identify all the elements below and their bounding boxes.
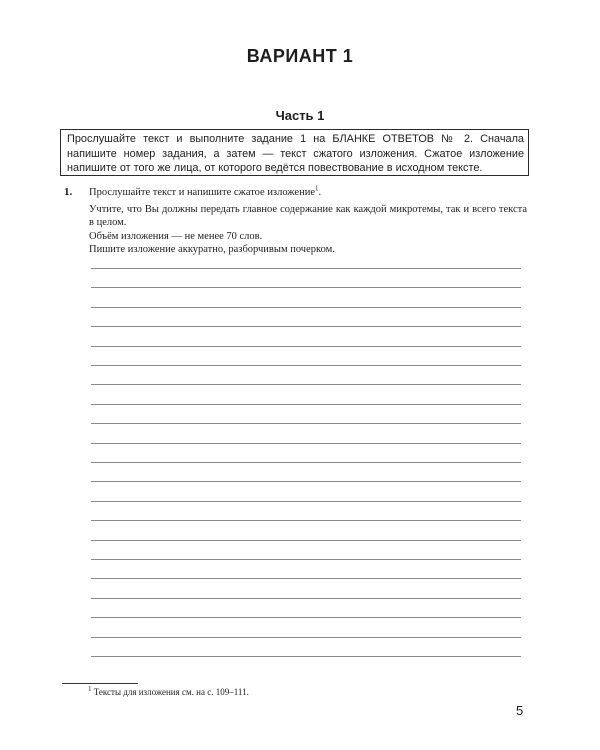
answer-line — [91, 365, 521, 366]
footnote-marker: 1 — [315, 184, 319, 193]
answer-line — [91, 268, 521, 269]
footnote-marker: 1 — [88, 685, 92, 693]
answer-line — [91, 462, 521, 463]
answer-line — [91, 481, 521, 482]
task-main-end: . — [318, 187, 322, 198]
page-number: 5 — [516, 703, 524, 718]
instruction-box — [60, 129, 529, 176]
answer-line — [91, 326, 521, 327]
footnote-divider — [62, 683, 138, 684]
answer-line — [91, 637, 521, 638]
variant-title: ВАРИАНТ 1 — [246, 46, 354, 66]
answer-line — [91, 423, 521, 424]
answer-line — [91, 287, 521, 288]
footnote-text: Тексты для изложения см. на с. 109–111. — [93, 687, 249, 697]
instruction-text: Прослушайте текст и выполните задание 1 на БЛАНКЕ ОТВЕТОВ № 2. Сначала напишите номер задания, а затем — текст сжатого изложения. Сжатое изложение напишите от того же лица, от которого ведётся повествование в исходном тексте. — [67, 133, 524, 174]
task-main-text: Прослушайте текст и напишите сжатое изложение — [89, 187, 315, 198]
task-body — [89, 186, 527, 257]
answer-line — [91, 578, 521, 579]
answer-line — [91, 346, 521, 347]
answer-line — [91, 540, 521, 541]
answer-line — [91, 443, 521, 444]
answer-line — [91, 404, 521, 405]
answer-writing-area[interactable] — [91, 268, 521, 678]
footnote — [88, 687, 249, 697]
part-title: Часть 1 — [275, 108, 325, 123]
answer-line — [91, 307, 521, 308]
task-main-line — [89, 186, 527, 200]
answer-line — [91, 598, 521, 599]
answer-line — [91, 559, 521, 560]
task-number: 1. — [64, 186, 73, 198]
answer-line — [91, 384, 521, 385]
task-note: Пишите изложение аккуратно, разборчивым почерком. — [89, 244, 335, 255]
answer-line — [91, 501, 521, 502]
answer-line — [91, 520, 521, 521]
answer-line — [91, 617, 521, 618]
answer-line — [91, 656, 521, 657]
task-note: Объём изложения — не менее 70 слов. — [89, 230, 263, 242]
task-note: Учтите, что Вы должны передать главное содержание как каждой микротемы, так и всего текста в целом. — [89, 203, 527, 228]
